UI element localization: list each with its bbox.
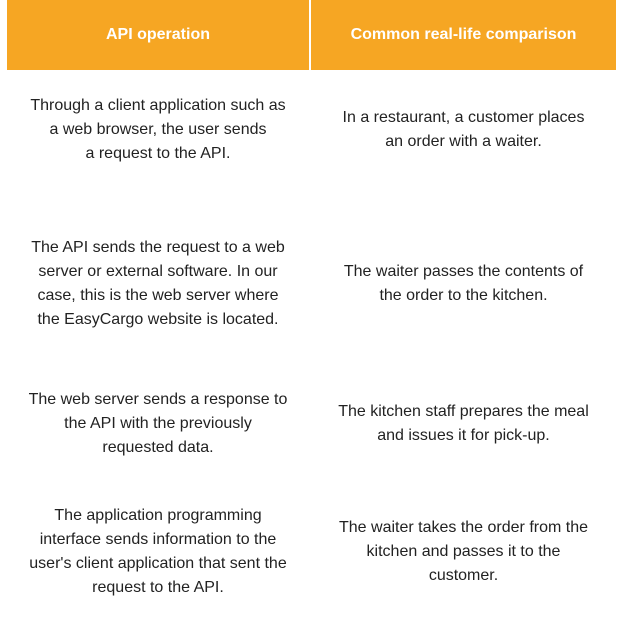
table-row xyxy=(7,388,616,460)
cell-line: the order to the kitchen. xyxy=(379,287,548,304)
header-api-operation: API operation xyxy=(7,0,309,70)
cell-line: request to the API. xyxy=(92,579,224,596)
cell-line: customer. xyxy=(428,567,499,584)
api-comparison-table xyxy=(7,0,616,596)
cell-line: The web server sends a response to xyxy=(28,391,288,408)
comparison-cell xyxy=(311,504,616,600)
cell-line: requested data. xyxy=(102,439,214,456)
table-row xyxy=(7,236,616,332)
cell-line: kitchen and passes it to the xyxy=(366,543,561,560)
table-header xyxy=(7,0,616,70)
api-operation-cell xyxy=(7,236,309,332)
cell-line: The kitchen staff prepares the meal xyxy=(338,403,589,420)
cell-line: The API sends the request to a web xyxy=(31,239,285,256)
cell-line: interface sends information to the xyxy=(39,531,277,548)
cell-line: case, this is the web server where xyxy=(37,287,279,304)
cell-line: The waiter passes the contents of xyxy=(343,263,584,280)
cell-line: an order with a waiter. xyxy=(385,133,542,150)
api-operation-cell xyxy=(7,94,309,166)
header-real-life-comparison: Common real-life comparison xyxy=(311,0,616,70)
cell-line: The waiter takes the order from the xyxy=(339,519,588,536)
cell-line: a web browser, the user sends xyxy=(49,121,267,138)
cell-line: user's client application that sent the xyxy=(29,555,287,572)
cell-line: server or external software. In our xyxy=(38,263,278,280)
table-row xyxy=(7,504,616,600)
table-row xyxy=(7,94,616,166)
cell-line: The application programming xyxy=(54,507,262,524)
api-operation-cell xyxy=(7,504,309,600)
cell-line: a request to the API. xyxy=(85,145,231,162)
cell-line: In a restaurant, a customer places xyxy=(342,109,585,126)
cell-line: and issues it for pick-up. xyxy=(377,427,550,444)
api-operation-cell xyxy=(7,388,309,460)
cell-line: the API with the previously xyxy=(64,415,252,432)
comparison-cell xyxy=(311,236,616,332)
cell-line: the EasyCargo website is located. xyxy=(37,311,279,328)
cell-line: Through a client application such as xyxy=(30,97,286,114)
comparison-cell xyxy=(311,94,616,166)
comparison-cell xyxy=(311,388,616,460)
